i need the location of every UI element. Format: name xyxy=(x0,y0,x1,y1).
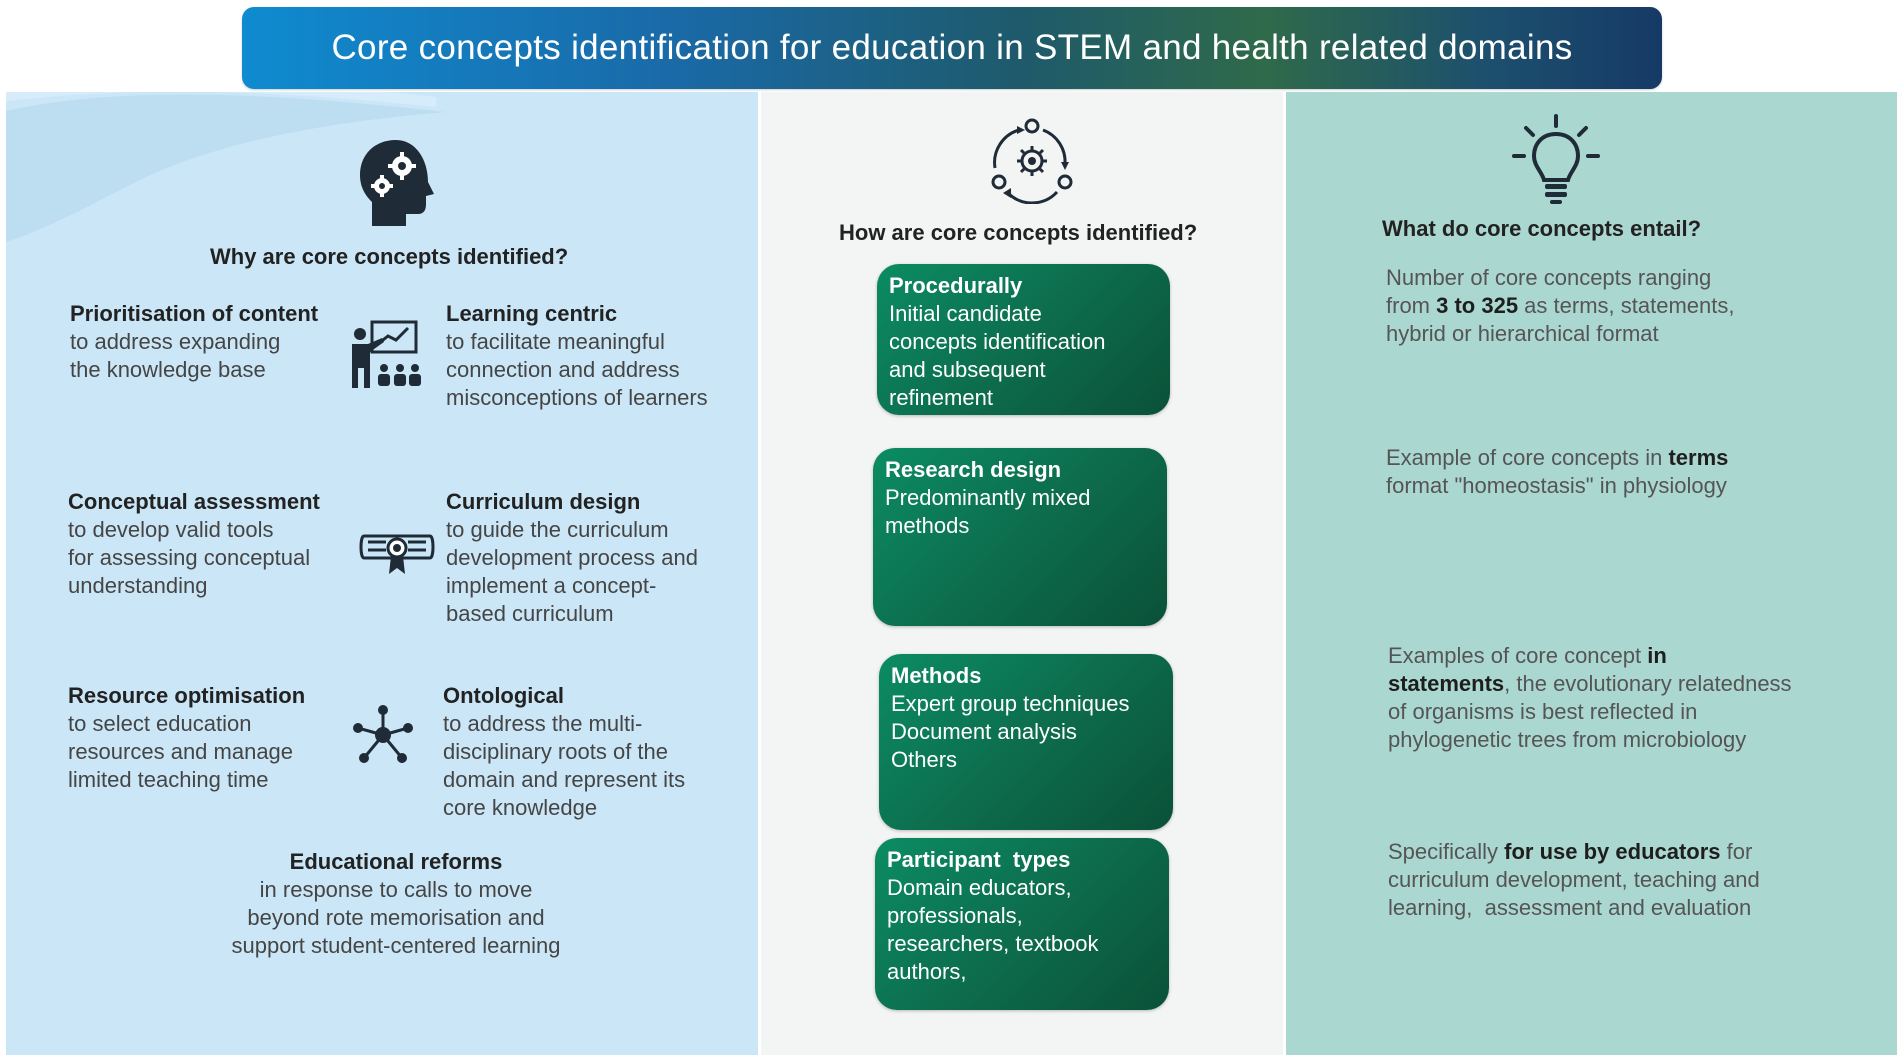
certificate-icon xyxy=(358,528,436,578)
page-title: Core concepts identification for education in STEM and health related domains xyxy=(242,7,1662,89)
entail-count-text: Number of core concepts ranging from 3 to 325 as terms, statements, hybrid or hierarchical format xyxy=(1386,265,1735,346)
item-title: Ontological xyxy=(443,683,564,708)
why-heading: Why are core concepts identified? xyxy=(210,244,569,269)
item-curriculum-design: Curriculum design to guide the curriculum development process and implement a concept- based curriculum xyxy=(446,489,698,626)
how-heading: How are core concepts identified? xyxy=(839,220,1198,245)
why-panel xyxy=(6,92,758,1055)
item-educational-reforms: Educational reforms in response to calls to move beyond rote memorisation and support student-centered learning xyxy=(186,848,606,960)
entail-terms-example: Example of core concepts in terms format "homeostasis" in physiology xyxy=(1386,445,1729,498)
what-heading: What do core concepts entail? xyxy=(1382,216,1702,241)
item-title: Resource optimisation xyxy=(68,683,306,708)
item-title: Learning centric xyxy=(446,301,618,326)
item-resource-optimisation: Resource optimisation to select education resources and manage limited teaching time xyxy=(68,683,306,792)
network-nodes-icon xyxy=(352,704,414,766)
teacher-presentation-icon xyxy=(348,318,424,390)
item-title: Prioritisation of content xyxy=(70,301,319,326)
entail-use-text: Specifically for use by educators for curriculum development, teaching and learning, assessment and evaluation xyxy=(1388,839,1760,920)
entail-statements-example: Examples of core concept in statements, the evolutionary relatedness of organisms is best reflected in phylogenetic trees from microbiology xyxy=(1388,643,1792,752)
what-panel xyxy=(1286,92,1897,1055)
item-conceptual-assessment: Conceptual assessment to develop valid tools for assessing conceptual understanding xyxy=(68,489,320,598)
item-title: Educational reforms xyxy=(289,849,503,874)
how-panel xyxy=(761,92,1283,1055)
head-gears-icon xyxy=(358,138,442,228)
item-ontological: Ontological to address the multi- disciplinary roots of the domain and represent its core knowledge xyxy=(443,683,686,820)
item-title: Curriculum design xyxy=(446,489,641,514)
cycle-process-icon xyxy=(989,118,1075,204)
lightbulb-icon xyxy=(1512,114,1600,206)
item-learning-centric: Learning centric to facilitate meaningful connection and address misconceptions of learners xyxy=(446,301,708,410)
item-title: Conceptual assessment xyxy=(68,489,320,514)
box-methods: Methods Expert group techniques Document analysis Others xyxy=(879,654,1173,830)
item-prioritisation: Prioritisation of content to address expanding the knowledge base xyxy=(70,301,319,382)
box-participant-types: Participant types Domain educators, professionals, researchers, textbook authors, xyxy=(875,838,1169,1010)
box-research-design: Research design Predominantly mixed methods xyxy=(873,448,1167,626)
box-procedurally: Procedurally Initial candidate concepts identification and subsequent refinement xyxy=(877,264,1170,415)
